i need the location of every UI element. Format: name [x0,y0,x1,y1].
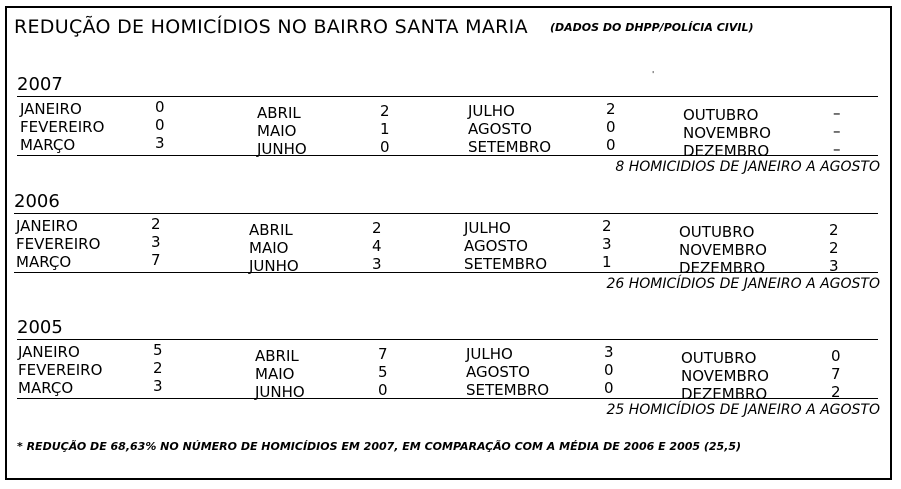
month-label: JULHO [468,102,515,120]
year-heading: 2007 [17,74,63,95]
month-label: JANEIRO [18,343,80,361]
month-label: OUTUBRO [681,349,757,367]
period-total: 25 HOMICÍDIOS DE JANEIRO A AGOSTO [606,402,880,418]
homicide-count: 0 [155,98,165,116]
month-label: MAIO [257,122,297,140]
homicide-count: 2 [831,383,841,401]
homicide-count: 0 [378,381,388,399]
month-label: JUNHO [257,140,307,158]
month-label: NOVEMBRO [681,367,769,385]
month-label: AGOSTO [466,363,530,381]
period-total: 26 HOMICÍDIOS DE JANEIRO A AGOSTO [606,276,880,292]
month-label: MARÇO [20,136,76,154]
month-label: JUNHO [249,257,299,275]
homicide-count: 7 [831,365,841,383]
homicide-count: 3 [829,257,839,275]
homicide-count: 0 [155,116,165,134]
homicide-count: 0 [604,379,614,397]
month-label: NOVEMBRO [683,124,771,142]
month-label: ABRIL [257,104,301,122]
homicide-count: – [833,140,841,158]
homicide-count: – [833,104,841,122]
month-label: MAIO [249,239,289,257]
homicide-count: 2 [829,221,839,239]
month-label: NOVEMBRO [679,241,767,259]
homicide-count: 0 [831,347,841,365]
homicide-count: 1 [602,253,612,271]
year-heading: 2005 [17,317,63,338]
period-total: 8 HOMICIDIOS DE JANEIRO A AGOSTO [615,159,880,175]
month-label: SETEMBRO [468,138,552,156]
month-label: ABRIL [249,221,293,239]
homicide-count: 2 [606,100,616,118]
month-label: MARÇO [16,253,72,271]
homicide-count: 3 [151,233,161,251]
month-label: JANEIRO [16,217,78,235]
section-rule-top [17,96,878,97]
month-label: JULHO [466,345,513,363]
stray-mark: ' [652,70,655,79]
section-rule-top [17,339,878,340]
homicide-count: 0 [604,361,614,379]
month-label: DEZEMBRO [679,259,766,277]
homicide-count: 0 [606,136,616,154]
month-label: ABRIL [255,347,299,365]
month-label: MAIO [255,365,295,383]
month-label: MARÇO [18,379,74,397]
month-label: FEVEREIRO [16,235,101,253]
homicide-count: 2 [372,219,382,237]
homicide-count: 2 [153,359,163,377]
homicide-count: 2 [602,217,612,235]
homicide-count: 4 [372,237,382,255]
homicide-count: 0 [606,118,616,136]
section-rule-bottom [17,398,878,399]
section-rule-bottom [17,155,878,156]
homicide-count: 7 [378,345,388,363]
homicide-count: 1 [380,120,390,138]
month-label: OUTUBRO [679,223,755,241]
homicide-count: 3 [155,134,165,152]
homicide-count: – [833,122,841,140]
month-label: SETEMBRO [464,255,548,273]
homicide-count: 3 [602,235,612,253]
homicide-count: 7 [151,251,161,269]
month-label: FEVEREIRO [18,361,103,379]
homicide-count: 2 [829,239,839,257]
month-label: AGOSTO [464,237,528,255]
homicide-count: 0 [380,138,390,156]
month-label: DEZEMBRO [683,142,770,160]
month-label: SETEMBRO [466,381,550,399]
section-rule-top [14,213,878,214]
homicide-count: 5 [153,341,163,359]
homicide-count: 2 [380,102,390,120]
homicide-count: 5 [378,363,388,381]
homicide-count: 3 [372,255,382,273]
page-title: REDUÇÃO DE HOMICÍDIOS NO BAIRRO SANTA MARIA [14,16,528,38]
year-heading: 2006 [14,191,60,212]
source-note: (DADOS DO DHPP/POLÍCIA CIVIL) [550,21,754,34]
homicide-count: 3 [153,377,163,395]
footnote: * REDUÇÃO DE 68,63% NO NÚMERO DE HOMICÍDIOS EM 2007, EM COMPARAÇÃO COM A MÉDIA DE 2006 E 2005 (25,5) [17,440,742,453]
month-label: JANEIRO [20,100,82,118]
month-label: JULHO [464,219,511,237]
homicide-count: 2 [151,215,161,233]
section-rule-bottom [14,272,878,273]
homicide-count: 3 [604,343,614,361]
month-label: DEZEMBRO [681,385,768,403]
month-label: FEVEREIRO [20,118,105,136]
month-label: JUNHO [255,383,305,401]
month-label: OUTUBRO [683,106,759,124]
month-label: AGOSTO [468,120,532,138]
